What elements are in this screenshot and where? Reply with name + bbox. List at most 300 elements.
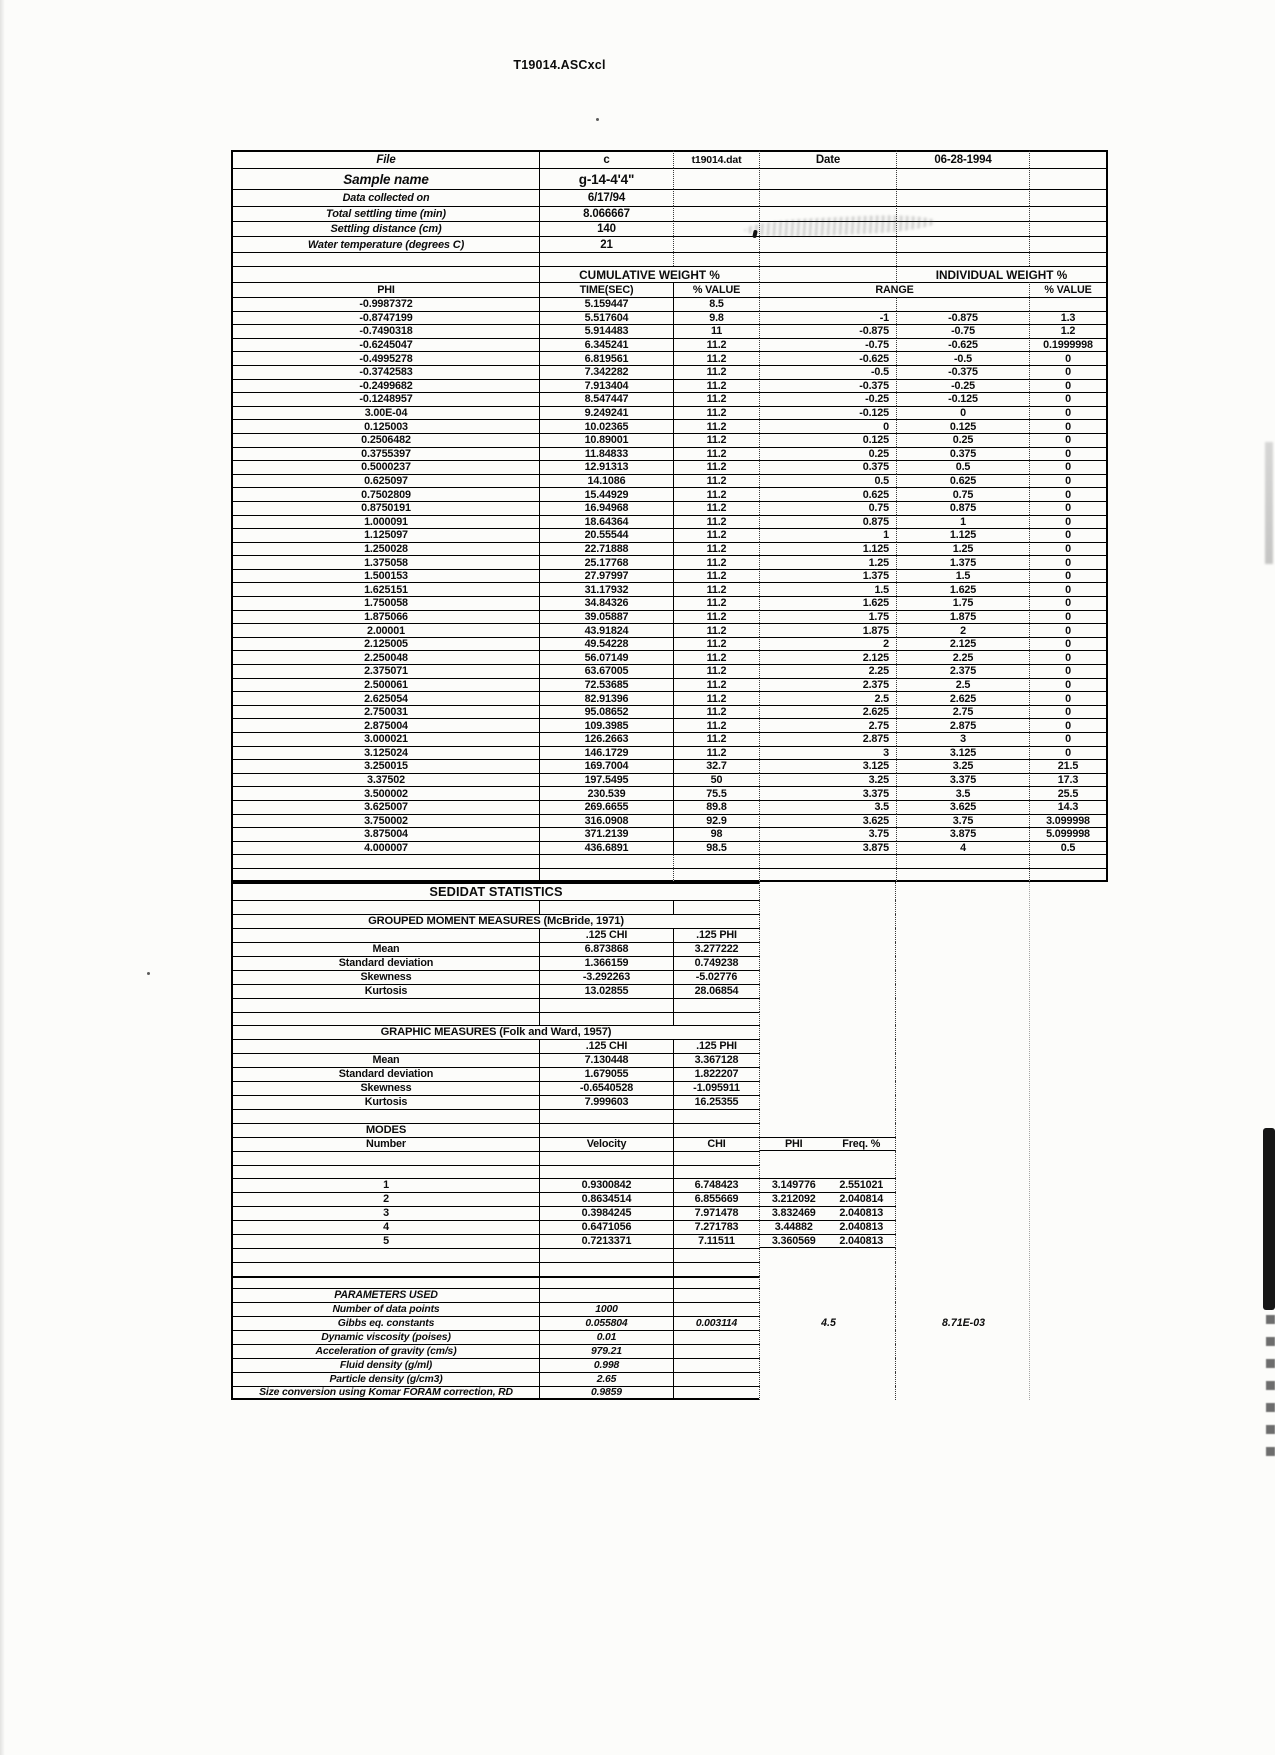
empty-cell (759, 854, 896, 868)
time-cell: 7.913404 (539, 379, 673, 393)
range-low-cell: 2 (759, 637, 896, 651)
parameter-row (231, 1372, 1108, 1386)
empty-cell (673, 1012, 759, 1025)
data-row (231, 732, 1108, 746)
empty-cell (231, 1165, 539, 1178)
empty-cell (539, 1151, 673, 1165)
parameter-row (231, 1330, 1108, 1344)
range-low-cell: 0.25 (759, 447, 896, 461)
empty-cell (759, 1372, 896, 1386)
range-high-cell: 2 (896, 623, 1029, 637)
range-low-cell: 3.625 (759, 814, 896, 828)
phi-cell: 2.500061 (231, 678, 539, 692)
empty-cell (673, 168, 759, 189)
empty-cell (539, 1109, 673, 1123)
ind-value-cell: 3.099998 (1029, 814, 1108, 828)
data-row (231, 542, 1108, 556)
empty-cell (231, 1109, 539, 1123)
collected-label: Data collected on (231, 189, 539, 206)
gibbs-freq-constant: 8.71E-03 (942, 1317, 985, 1329)
stat-label: Kurtosis (231, 1095, 539, 1109)
empty-cell (1029, 150, 1108, 168)
range-high-cell: 3.25 (896, 759, 1029, 773)
ind-value-cell: 0 (1029, 691, 1108, 705)
weight-data-table (231, 252, 1108, 882)
time-cell: 12.91313 (539, 460, 673, 474)
cum-value-cell: 11.2 (673, 650, 759, 664)
range-high-cell: 1 (896, 515, 1029, 529)
mode-chi-cell: 7.971478 (673, 1206, 759, 1220)
mode-number-cell: 4 (231, 1220, 539, 1234)
ind-value-cell: 0 (1029, 515, 1108, 529)
data-row (231, 623, 1108, 637)
file-label: File (231, 150, 539, 168)
empty-cell (539, 900, 673, 914)
page-title: T19014.ASCxcl (513, 58, 606, 72)
phi-cell: 1.875066 (231, 610, 539, 624)
spacer-row (231, 1276, 1108, 1288)
ind-value-cell: 5.099998 (1029, 827, 1108, 841)
data-row (231, 528, 1108, 542)
data-row (231, 705, 1108, 719)
range-high-cell: 1.5 (896, 569, 1029, 583)
spacer-row (231, 1109, 1108, 1123)
mode-number-cell: 1 (231, 1178, 539, 1192)
empty-cell (759, 942, 896, 956)
stat-label: Standard deviation (231, 956, 539, 970)
file-row (231, 150, 1108, 168)
ind-value-cell: 0 (1029, 705, 1108, 719)
empty-cell (673, 1151, 759, 1165)
parameter-value: 2.65 (539, 1372, 673, 1386)
empty-cell (231, 1248, 539, 1262)
mode-freq-value: 2.040813 (839, 1221, 884, 1234)
cum-value-cell: 11.2 (673, 487, 759, 501)
empty-cell (673, 868, 759, 882)
time-cell: 39.05887 (539, 610, 673, 624)
range-high-cell: 2.25 (896, 650, 1029, 664)
phi-cell: 1.375058 (231, 555, 539, 569)
time-cell: 436.6891 (539, 841, 673, 855)
cum-value-cell: 11.2 (673, 515, 759, 529)
data-row (231, 759, 1108, 773)
file-value: c (539, 150, 673, 168)
speck (147, 972, 150, 975)
cum-value-cell: 11.2 (673, 637, 759, 651)
phi-cell: 0.125003 (231, 419, 539, 433)
ind-value-cell: 0 (1029, 637, 1108, 651)
empty-cell (759, 928, 896, 942)
time-cell: 14.1086 (539, 474, 673, 488)
empty-cell (1029, 236, 1108, 252)
range-high-cell: 1.625 (896, 582, 1029, 596)
empty-cell (759, 1288, 896, 1302)
data-row (231, 827, 1108, 841)
stat-label: Skewness (231, 1081, 539, 1095)
time-cell: 9.249241 (539, 406, 673, 420)
cum-value-cell: 11.2 (673, 691, 759, 705)
range-low-cell: 3.875 (759, 841, 896, 855)
parameter-row (231, 1344, 1108, 1358)
time-cell: 72.53685 (539, 678, 673, 692)
data-row (231, 637, 1108, 651)
empty-cell (896, 189, 1029, 206)
spacer-row (231, 1262, 1108, 1276)
phi-cell: 1.000091 (231, 515, 539, 529)
range-low-cell: 2.25 (759, 664, 896, 678)
empty-cell (673, 1276, 759, 1288)
stat-chi-value: 1.679055 (539, 1067, 673, 1081)
modes-title: MODES (231, 1123, 539, 1137)
cum-value-cell: 11.2 (673, 419, 759, 433)
data-row (231, 610, 1108, 624)
mode-chi-cell: 6.855669 (673, 1192, 759, 1206)
time-column-header: TIME(SEC) (539, 282, 673, 297)
range-low-cell: 3.75 (759, 827, 896, 841)
phi-cell: 1.250028 (231, 542, 539, 556)
modes-body (231, 1178, 1108, 1248)
range-high-cell: -0.875 (896, 311, 1029, 325)
cum-value-cell: 11.2 (673, 718, 759, 732)
time-cell: 20.55544 (539, 528, 673, 542)
mode-phi-freq-cell (759, 1220, 896, 1234)
ind-value-cell: 0 (1029, 474, 1108, 488)
range-column-header: RANGE (759, 282, 1029, 297)
modes-title-row (231, 1123, 1108, 1137)
time-cell: 95.08652 (539, 705, 673, 719)
empty-cell (759, 1109, 896, 1123)
range-low-cell: 1.875 (759, 623, 896, 637)
collected-row (231, 189, 1108, 206)
ind-value-cell: 0 (1029, 433, 1108, 447)
range-high-cell: -0.5 (896, 351, 1029, 365)
graphic-title-row (231, 1025, 1108, 1039)
range-low-cell: 2.375 (759, 678, 896, 692)
spacer-row (231, 868, 1108, 882)
time-cell: 371.2139 (539, 827, 673, 841)
range-low-cell: -0.75 (759, 338, 896, 352)
parameter-row (231, 1302, 1108, 1316)
empty-cell (1029, 189, 1108, 206)
cum-value-cell: 11.2 (673, 433, 759, 447)
ind-value-cell: 0 (1029, 501, 1108, 515)
cum-value-cell: 11.2 (673, 746, 759, 760)
time-cell: 109.3985 (539, 718, 673, 732)
range-high-cell: 3.375 (896, 773, 1029, 787)
stat-row (231, 1053, 1108, 1067)
cum-value-cell: 92.9 (673, 814, 759, 828)
cumulative-weight-header: CUMULATIVE WEIGHT % (539, 266, 759, 282)
graphic-measures-body (231, 1053, 1108, 1109)
mode-freq-value: 2.040814 (839, 1193, 884, 1206)
ind-value-cell: 0 (1029, 365, 1108, 379)
empty-cell (759, 1039, 896, 1053)
cum-value-cell: 11.2 (673, 460, 759, 474)
range-high-cell: 3 (896, 732, 1029, 746)
parameter-label: Fluid density (g/ml) (231, 1358, 539, 1372)
cum-value-cell: 11.2 (673, 610, 759, 624)
water-temp-row (231, 236, 1108, 252)
range-high-cell: 2.875 (896, 718, 1029, 732)
ind-value-cell: 0 (1029, 406, 1108, 420)
individual-weight-header: INDIVIDUAL WEIGHT % (896, 266, 1108, 282)
stat-phi-value: 0.749238 (673, 956, 759, 970)
cum-value-cell: 11.2 (673, 555, 759, 569)
range-low-cell: 3.375 (759, 786, 896, 800)
water-temp-label: Water temperature (degrees C) (231, 236, 539, 252)
mode-phi-freq-cell (759, 1234, 896, 1248)
range-low-cell: 1.75 (759, 610, 896, 624)
time-cell: 230.539 (539, 786, 673, 800)
time-cell: 5.914483 (539, 324, 673, 338)
stat-row (231, 970, 1108, 984)
empty-cell (896, 168, 1029, 189)
range-high-cell: 2.75 (896, 705, 1029, 719)
phi-cell: 1.625151 (231, 582, 539, 596)
phi-cell: 0.5000237 (231, 460, 539, 474)
time-cell: 5.517604 (539, 311, 673, 325)
range-low-cell: -0.375 (759, 379, 896, 393)
stat-label: Kurtosis (231, 984, 539, 998)
time-cell: 169.7004 (539, 759, 673, 773)
empty-cell (539, 1123, 673, 1137)
ind-value-cell: 17.3 (1029, 773, 1108, 787)
ind-value-cell: 25.5 (1029, 786, 1108, 800)
spacer-row (231, 1012, 1108, 1025)
empty-cell (231, 854, 539, 868)
phi-cell: 3.00E-04 (231, 406, 539, 420)
ind-value-cell: 0 (1029, 419, 1108, 433)
spacer-row (231, 1248, 1108, 1262)
mode-chi-cell: 7.11511 (673, 1234, 759, 1248)
phi-column-header: PHI (231, 282, 539, 297)
phi-cell: 2.250048 (231, 650, 539, 664)
cum-value-cell: 11.2 (673, 528, 759, 542)
range-low-cell: 1.5 (759, 582, 896, 596)
time-cell: 22.71888 (539, 542, 673, 556)
cum-value-cell: 11.2 (673, 379, 759, 393)
time-cell: 27.97997 (539, 569, 673, 583)
modes-velocity-header: Velocity (539, 1137, 673, 1151)
grouped-header-row (231, 928, 1108, 942)
range-high-cell: 2.5 (896, 678, 1029, 692)
phi-cell: 1.125097 (231, 528, 539, 542)
empty-cell (673, 1248, 759, 1262)
stat-phi-value: 3.277222 (673, 942, 759, 956)
range-high-cell: 1.375 (896, 555, 1029, 569)
data-row (231, 746, 1108, 760)
time-cell: 10.02365 (539, 419, 673, 433)
spacer-row (231, 1151, 1108, 1165)
range-high-cell: 1.25 (896, 542, 1029, 556)
phi-cell: 3.37502 (231, 773, 539, 787)
range-low-cell: 3 (759, 746, 896, 760)
time-cell: 316.0908 (539, 814, 673, 828)
data-row (231, 569, 1108, 583)
cum-value-cell: 11 (673, 324, 759, 338)
empty-cell (759, 970, 896, 984)
sample-row (231, 168, 1108, 189)
parameter-value: 0.998 (539, 1358, 673, 1372)
range-high-cell: 3.625 (896, 800, 1029, 814)
ind-value-cell: 0 (1029, 392, 1108, 406)
ind-value-cell: 0 (1029, 555, 1108, 569)
time-cell: 197.5495 (539, 773, 673, 787)
range-low-cell: 2.5 (759, 691, 896, 705)
empty-cell (759, 984, 896, 998)
mode-velocity-cell: 0.7213371 (539, 1234, 673, 1248)
grouped-title-row (231, 914, 1108, 928)
time-cell: 126.2663 (539, 732, 673, 746)
modes-phi-freq-header (759, 1137, 896, 1151)
parameter-label: Gibbs eq. constants (231, 1316, 539, 1330)
modes-header (231, 1109, 1108, 1178)
grouped-chi-header: .125 CHI (539, 928, 673, 942)
stat-chi-value: 6.873868 (539, 942, 673, 956)
empty-cell (759, 1151, 896, 1165)
mode-number-cell: 3 (231, 1206, 539, 1220)
empty-cell (231, 252, 539, 266)
section-header-row (231, 266, 1108, 282)
empty-cell (759, 956, 896, 970)
parameter-label: Dynamic viscosity (poises) (231, 1330, 539, 1344)
ind-value-cell: 0 (1029, 664, 1108, 678)
range-low-cell (759, 297, 896, 311)
range-high-cell: 2.125 (896, 637, 1029, 651)
ind-value-cell: 1.3 (1029, 311, 1108, 325)
modes-chi-header: CHI (673, 1137, 759, 1151)
range-high-cell: -0.125 (896, 392, 1029, 406)
empty-cell (759, 998, 896, 1012)
graphic-header (231, 998, 1108, 1053)
empty-cell (759, 1344, 896, 1358)
mode-freq-value: 2.040813 (839, 1234, 884, 1247)
data-row (231, 487, 1108, 501)
stat-phi-value: 3.367128 (673, 1053, 759, 1067)
parameter-extra-value (673, 1330, 759, 1344)
empty-cell (673, 189, 759, 206)
mode-row (231, 1206, 1108, 1220)
phi-cell: 0.7502809 (231, 487, 539, 501)
empty-cell (539, 1262, 673, 1276)
data-row (231, 311, 1108, 325)
range-high-cell: 0.75 (896, 487, 1029, 501)
parameter-extra-value (673, 1386, 759, 1400)
cum-value-cell: 11.2 (673, 542, 759, 556)
time-cell: 269.6655 (539, 800, 673, 814)
data-row (231, 841, 1108, 855)
range-low-cell: 0.625 (759, 487, 896, 501)
data-row (231, 678, 1108, 692)
empty-cell (231, 868, 539, 882)
date-value: 06-28-1994 (896, 150, 1029, 168)
empty-cell (673, 206, 759, 221)
weight-table-body (231, 297, 1108, 854)
empty-cell (759, 1025, 896, 1039)
stat-label: Mean (231, 942, 539, 956)
empty-cell (759, 1330, 896, 1344)
parameter-value: 0.9859 (539, 1386, 673, 1400)
time-cell: 8.547447 (539, 392, 673, 406)
stat-label: Skewness (231, 970, 539, 984)
parameter-extra-value (673, 1358, 759, 1372)
mode-row (231, 1220, 1108, 1234)
modes-header-row (231, 1137, 1108, 1151)
modes-freq-header: Freq. % (842, 1137, 881, 1150)
time-cell: 43.91824 (539, 623, 673, 637)
range-high-cell: -0.625 (896, 338, 1029, 352)
cum-value-cell: 11.2 (673, 732, 759, 746)
empty-cell (673, 854, 759, 868)
grouped-measures-title: GROUPED MOMENT MEASURES (McBride, 1971) (231, 914, 759, 928)
time-cell: 146.1729 (539, 746, 673, 760)
range-low-cell: -0.5 (759, 365, 896, 379)
ind-value-cell: 0 (1029, 732, 1108, 746)
phi-cell: 4.000007 (231, 841, 539, 855)
mode-velocity-cell: 0.3984245 (539, 1206, 673, 1220)
empty-cell (231, 266, 539, 282)
cum-value-cell: 11.2 (673, 569, 759, 583)
range-low-cell: -0.25 (759, 392, 896, 406)
phi-cell: 3.625007 (231, 800, 539, 814)
range-low-cell: 1.125 (759, 542, 896, 556)
file-name: t19014.dat (673, 150, 759, 168)
ind-value-cell: 0 (1029, 596, 1108, 610)
time-cell: 7.342282 (539, 365, 673, 379)
data-row (231, 392, 1108, 406)
phi-cell: 2.750031 (231, 705, 539, 719)
cum-value-cell: 11.2 (673, 664, 759, 678)
phi-cell: -0.9987372 (231, 297, 539, 311)
grouped-phi-header: .125 PHI (673, 928, 759, 942)
phi-cell: -0.8747199 (231, 311, 539, 325)
ind-value-cell: 0 (1029, 528, 1108, 542)
range-low-cell: 3.25 (759, 773, 896, 787)
mode-phi-value: 3.44882 (774, 1221, 813, 1234)
empty-cell (539, 252, 673, 266)
ind-value-cell: 0 (1029, 351, 1108, 365)
stat-label: Standard deviation (231, 1067, 539, 1081)
empty-cell (231, 900, 539, 914)
empty-cell (759, 882, 896, 900)
mode-velocity-cell: 0.8634514 (539, 1192, 673, 1206)
cum-value-cell: 11.2 (673, 392, 759, 406)
cum-value-cell: 11.2 (673, 501, 759, 515)
time-cell: 10.89001 (539, 433, 673, 447)
empty-cell (759, 1095, 896, 1109)
data-row (231, 324, 1108, 338)
stat-phi-value: 1.822207 (673, 1067, 759, 1081)
time-cell: 34.84326 (539, 596, 673, 610)
cum-value-cell: 98 (673, 827, 759, 841)
time-cell: 16.94968 (539, 501, 673, 515)
stat-row (231, 984, 1108, 998)
parameters-title: PARAMETERS USED (231, 1288, 539, 1302)
empty-cell (896, 868, 1029, 882)
range-high-cell: 0.875 (896, 501, 1029, 515)
parameter-extra-value: 0.003114 (673, 1316, 759, 1330)
ind-value-cell: 21.5 (1029, 759, 1108, 773)
empty-cell (1029, 221, 1108, 236)
empty-cell (759, 168, 896, 189)
parameter-value: 1000 (539, 1302, 673, 1316)
phi-cell: 2.625054 (231, 691, 539, 705)
phi-cell: -0.6245047 (231, 338, 539, 352)
data-row (231, 814, 1108, 828)
modes-number-header: Number (231, 1137, 539, 1151)
ind-value-cell: 0 (1029, 746, 1108, 760)
range-high-cell: -0.25 (896, 379, 1029, 393)
